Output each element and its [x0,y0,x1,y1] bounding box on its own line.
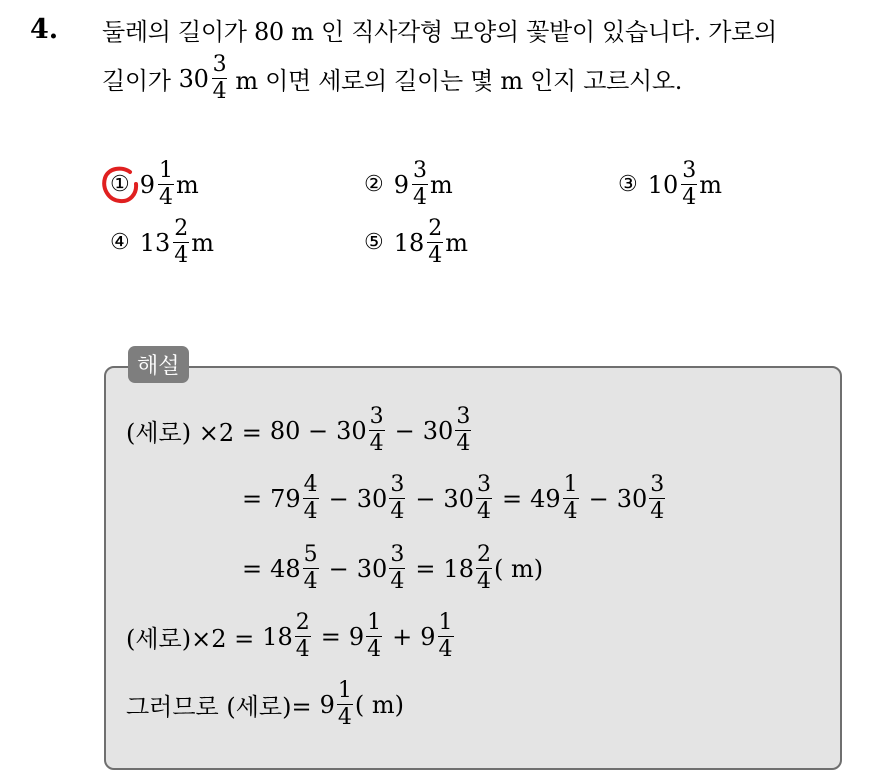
choice-unit: m [176,170,199,199]
fraction-denominator: 4 [563,499,578,524]
eq-fraction [389,474,405,523]
fraction-denominator: 4 [303,499,318,524]
eq-lhs: (세로) ×2 = [126,419,262,447]
fraction-denominator: 4 [159,185,174,210]
question-text-line2 [102,54,682,103]
fraction-numerator: 2 [476,542,491,567]
eq-whole: 30 [422,416,454,445]
fraction-denominator: 4 [413,185,428,210]
solution-tag: 해설 [128,346,189,383]
fraction-numerator: 3 [413,158,428,183]
choice-whole: 18 [393,228,425,257]
eq-whole: 9 [348,622,365,651]
choice-unit: m [191,228,215,257]
eq-unit: ( m) [493,554,544,583]
choice-number: ④ [110,230,130,255]
question-text-line1: 둘레의 길이가 80 m 인 직사각형 모양의 꽃밭이 있습니다. 가로의 [102,18,777,46]
fraction-numerator: 4 [303,472,318,497]
fraction-numerator: 1 [337,678,352,703]
fraction-numerator: 3 [212,52,227,77]
eq-whole: 79 [270,484,301,513]
choice-whole: 13 [139,228,171,257]
choice-2[interactable] [364,160,453,209]
fraction-numerator: 1 [367,610,382,635]
eq-fraction [303,474,319,523]
answer-circle-mark-icon [100,164,140,204]
eq-fraction [455,406,471,455]
choice-number: ⑤ [364,230,384,255]
eq-fraction [303,544,319,593]
fraction-denominator: 4 [367,637,382,662]
fraction-denominator: 4 [337,705,352,730]
eq-whole: 9 [420,622,436,651]
fraction-denominator: 4 [650,499,665,524]
fraction-numerator: 3 [390,472,405,497]
fraction-denominator: 4 [476,499,491,524]
question-fraction [212,54,228,103]
fraction-denominator: 4 [390,569,405,594]
eq-unit: ( m) [354,690,404,719]
eq-whole: 18 [262,622,293,651]
eq-whole: 30 [356,484,388,513]
eq-whole: 9 [319,690,335,719]
fraction-numerator: 3 [369,404,384,429]
question-fraction-whole: 30 [178,64,209,93]
eq-operator: = [242,484,263,513]
solution-line-5 [126,680,404,729]
question-text-pre: 길이가 [102,67,171,95]
choice-whole: 10 [647,170,679,199]
solution-line-2 [242,474,667,523]
eq-fraction [476,474,492,523]
choice-fraction [681,160,697,209]
eq-whole: 30 [443,484,474,513]
choice-whole: 9 [393,170,410,199]
eq-operator: = [242,554,263,583]
fraction-numerator: 1 [159,158,174,183]
choice-fraction [158,160,174,209]
choice-fraction [427,218,443,267]
eq-term: 80 − [269,416,329,445]
eq-operator: − [588,484,609,513]
eq-operator: − [328,484,349,513]
eq-operator: = [415,554,436,583]
eq-lhs: 그러므로 (세로)= [126,693,312,721]
fraction-denominator: 4 [456,431,471,456]
fraction-numerator: 3 [682,158,697,183]
choice-whole: 9 [139,170,156,199]
fraction-denominator: 4 [476,569,491,594]
eq-lhs: (세로)×2 = [126,625,255,653]
solution-line-3 [242,544,543,593]
choice-4[interactable] [110,218,214,267]
fraction-denominator: 4 [390,499,405,524]
fraction-denominator: 4 [438,637,453,662]
fraction-numerator: 1 [563,472,578,497]
choice-number: ② [364,172,384,197]
eq-fraction [649,474,665,523]
fraction-denominator: 4 [369,431,384,456]
eq-fraction [476,544,492,593]
fraction-numerator: 3 [476,472,491,497]
question-text-post: m 이면 세로의 길이는 몇 m 인지 고르시오. [235,67,683,95]
fraction-numerator: 3 [650,472,665,497]
choice-unit: m [699,170,723,199]
eq-whole: 18 [443,554,474,583]
eq-whole: 30 [356,554,388,583]
eq-operator: + [392,622,413,651]
eq-operator: − [415,484,436,513]
fraction-denominator: 4 [174,243,189,268]
fraction-denominator: 4 [428,243,443,268]
eq-fraction [563,474,579,523]
fraction-numerator: 3 [456,404,471,429]
fraction-denominator: 4 [682,185,697,210]
fraction-denominator: 4 [303,569,318,594]
fraction-numerator: 1 [438,610,453,635]
eq-fraction [337,680,353,729]
eq-whole: 30 [336,416,367,445]
choice-number: ③ [618,172,638,197]
question-number: 4. [30,14,59,45]
fraction-numerator: 2 [428,216,443,241]
eq-fraction [389,544,405,593]
choice-3[interactable] [618,160,722,209]
eq-fraction [438,612,454,661]
fraction-denominator: 4 [295,637,310,662]
choice-unit: m [430,170,453,199]
eq-fraction [369,406,385,455]
choice-fraction [173,218,189,267]
choice-5[interactable] [364,218,468,267]
fraction-numerator: 3 [390,542,405,567]
eq-fraction [366,612,382,661]
fraction-numerator: 5 [303,542,318,567]
fraction-denominator: 4 [212,79,227,104]
eq-whole: 30 [616,484,648,513]
fraction-numerator: 2 [174,216,189,241]
fraction-numerator: 2 [295,610,310,635]
choice-fraction [412,160,428,209]
choice-unit: m [445,228,469,257]
eq-operator: = [501,484,523,513]
eq-operator: = [320,622,341,651]
solution-line-1 [126,406,473,455]
choice-number: ① [110,172,130,197]
eq-operator: − [394,416,415,445]
eq-fraction [295,612,311,661]
solution-line-4 [126,612,456,661]
eq-whole: 49 [530,484,561,513]
eq-operator: − [328,554,349,583]
eq-whole: 48 [270,554,301,583]
